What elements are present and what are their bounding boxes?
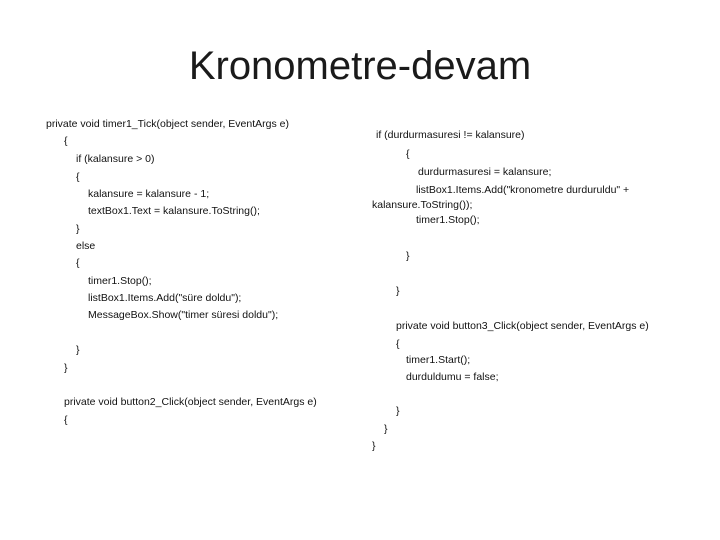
code-line: listBox1.Items.Add("süre doldu");: [88, 292, 242, 304]
code-line: }: [384, 423, 388, 435]
code-line: }: [396, 405, 400, 417]
code-line: private void button3_Click(object sender, EventArgs e): [396, 320, 649, 332]
code-line: }: [76, 223, 80, 235]
code-line: }: [64, 362, 68, 374]
code-line: timer1.Stop();: [88, 275, 152, 287]
code-line: {: [406, 148, 410, 160]
code-line: if (durdurmasuresi != kalansure): [376, 129, 525, 141]
code-line: private void button2_Click(object sender, EventArgs e): [64, 396, 317, 408]
code-line: kalansure = kalansure - 1;: [88, 188, 210, 200]
code-line: }: [396, 285, 400, 297]
code-line: }: [406, 250, 410, 262]
code-line: {: [64, 414, 68, 426]
code-line: listBox1.Items.Add("kronometre durduruldu" +: [416, 184, 630, 196]
code-line: if (kalansure > 0): [76, 153, 155, 165]
code-line: }: [372, 440, 376, 452]
code-line: private void timer1_Tick(object sender, EventArgs e): [46, 118, 289, 130]
code-line: else: [76, 240, 96, 252]
slide-title: Kronometre-devam: [188, 44, 532, 88]
code-line: timer1.Stop();: [416, 214, 480, 226]
code-line: MessageBox.Show("timer süresi doldu");: [88, 309, 279, 321]
code-line: timer1.Start();: [406, 354, 471, 366]
code-line: }: [76, 344, 80, 356]
code-line: durdurmasuresi = kalansure;: [418, 166, 552, 178]
code-line: {: [76, 257, 80, 269]
code-line: {: [396, 338, 400, 350]
code-line: {: [64, 135, 68, 147]
code-line: durduldumu = false;: [406, 371, 499, 383]
code-line: {: [76, 171, 80, 183]
code-line: textBox1.Text = kalansure.ToString();: [88, 205, 260, 217]
code-line: kalansure.ToString());: [372, 199, 473, 211]
